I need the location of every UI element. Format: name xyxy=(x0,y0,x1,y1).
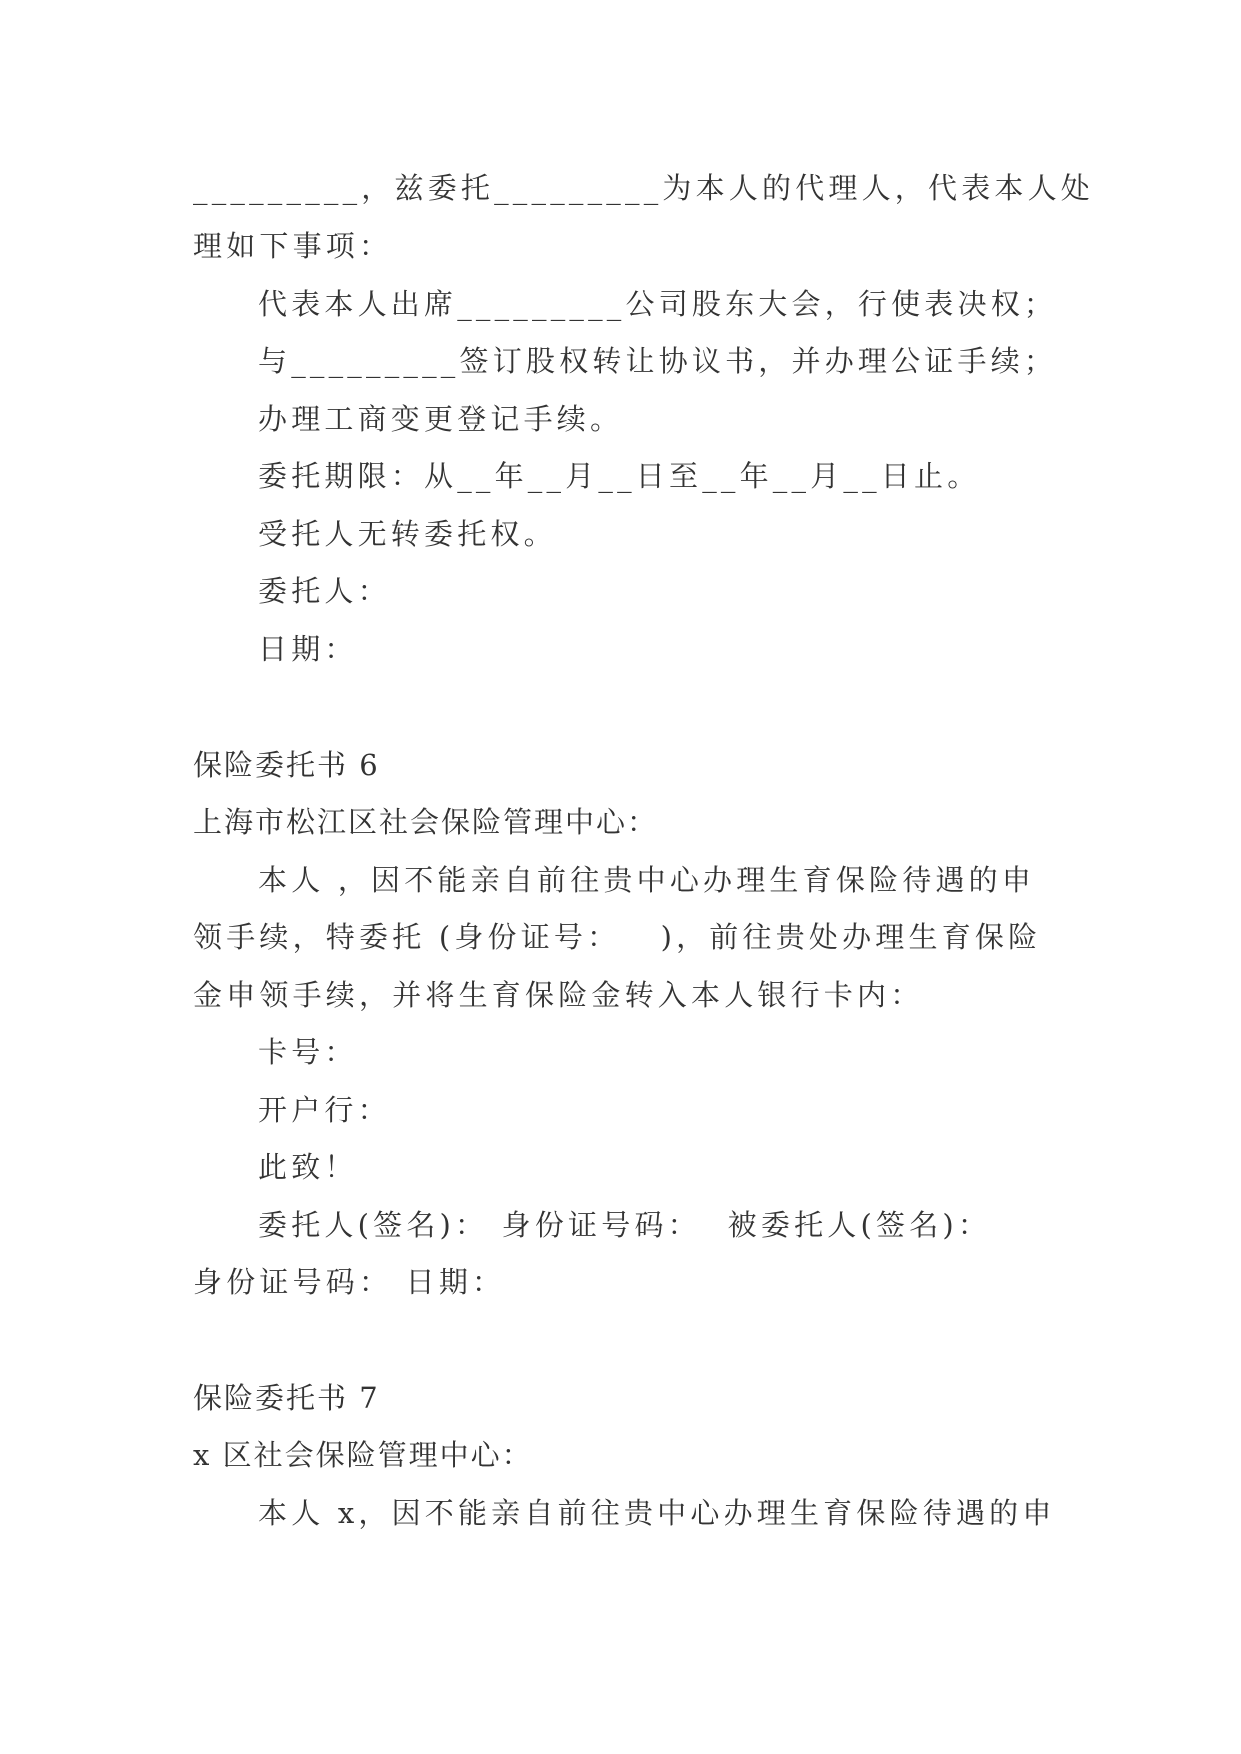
signature-line: 委托人(签名)： 身份证号码： 被委托人(签名)： xyxy=(258,1208,992,1242)
body-line: 本人 ，因不能亲自前往贵中心办理生育保险待遇的申 xyxy=(258,863,1036,897)
body-line: 本人 x，因不能亲自前往贵中心办理生育保险待遇的申 xyxy=(258,1496,1056,1530)
addressee: 上海市松江区社会保险管理中心： xyxy=(193,805,659,839)
bank-label: 开户行： xyxy=(258,1093,391,1127)
text-line: 与_________签订股权转让协议书，并办理公证手续； xyxy=(258,344,1058,378)
signature-line: 身份证号码： 日期： xyxy=(193,1265,506,1299)
body-line: 领手续，特委托 (身份证号： )，前往贵处办理生育保险 xyxy=(193,920,1042,954)
section-title: 保险委托书 6 xyxy=(193,748,380,782)
addressee: x 区社会保险管理中心： xyxy=(193,1438,533,1472)
text-line: 代表本人出席_________公司股东大会，行使表决权； xyxy=(258,287,1058,321)
text-line: 办理工商变更登记手续。 xyxy=(258,402,624,436)
card-number-label: 卡号： xyxy=(258,1035,358,1069)
section-title: 保险委托书 7 xyxy=(193,1381,380,1415)
text-line: 委托期限：从__年__月__日至__年__月__日止。 xyxy=(258,459,981,493)
text-line: 委托人： xyxy=(258,574,391,608)
text-line: 理如下事项： xyxy=(193,229,393,263)
closing: 此致！ xyxy=(258,1150,358,1184)
text-line: 受托人无转委托权。 xyxy=(258,517,557,551)
body-line: 金申领手续，并将生育保险金转入本人银行卡内： xyxy=(193,978,924,1012)
text-line: 日期： xyxy=(258,632,358,666)
text-line: _________，兹委托_________为本人的代理人，代表本人处 xyxy=(193,171,1095,205)
